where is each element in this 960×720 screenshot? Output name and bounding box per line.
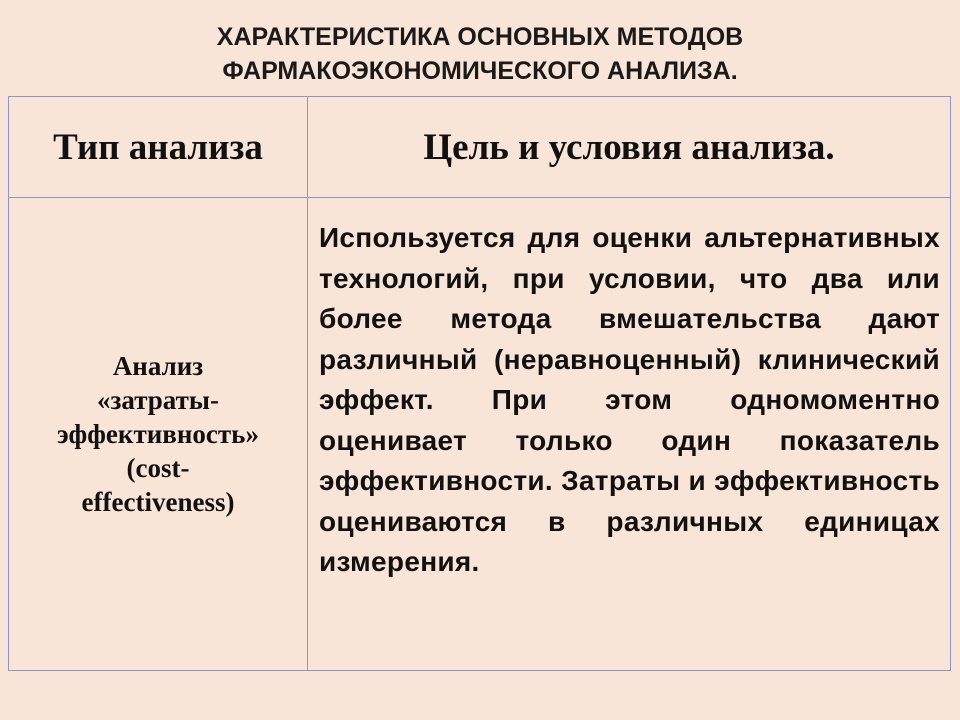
slide-title-line-1: ХАРАКТЕРИСТИКА ОСНОВНЫХ МЕТОДОВ bbox=[216, 23, 744, 51]
header-goal-conditions: Цель и условия анализа. bbox=[308, 97, 951, 198]
table-header-row bbox=[9, 97, 951, 198]
table-row bbox=[9, 198, 951, 671]
slide-title-line-2: ФАРМАКОЭКОНОМИЧЕСКОГО АНАЛИЗА. bbox=[222, 57, 738, 85]
methods-table bbox=[8, 96, 951, 671]
slide-title bbox=[0, 20, 960, 88]
analysis-type-cell bbox=[9, 198, 308, 671]
analysis-type-line: «затраты- bbox=[97, 385, 219, 415]
analysis-type-line: effectiveness) bbox=[81, 487, 235, 517]
analysis-type-line: эффективность» bbox=[57, 419, 259, 449]
header-analysis-type: Тип анализа bbox=[9, 97, 308, 198]
analysis-type-line: Анализ bbox=[112, 351, 204, 381]
analysis-type-line: (cost- bbox=[126, 453, 190, 483]
analysis-description-cell: Используется для оценки альтернативных технологий, при условии, что два или более метода вмешательства дают различный (неравноценный) клинический эффект. При этом одномоментно оценивает только один показатель эффективности. Затраты и эффективность оцениваются в различных единицах измерения. bbox=[308, 198, 951, 671]
